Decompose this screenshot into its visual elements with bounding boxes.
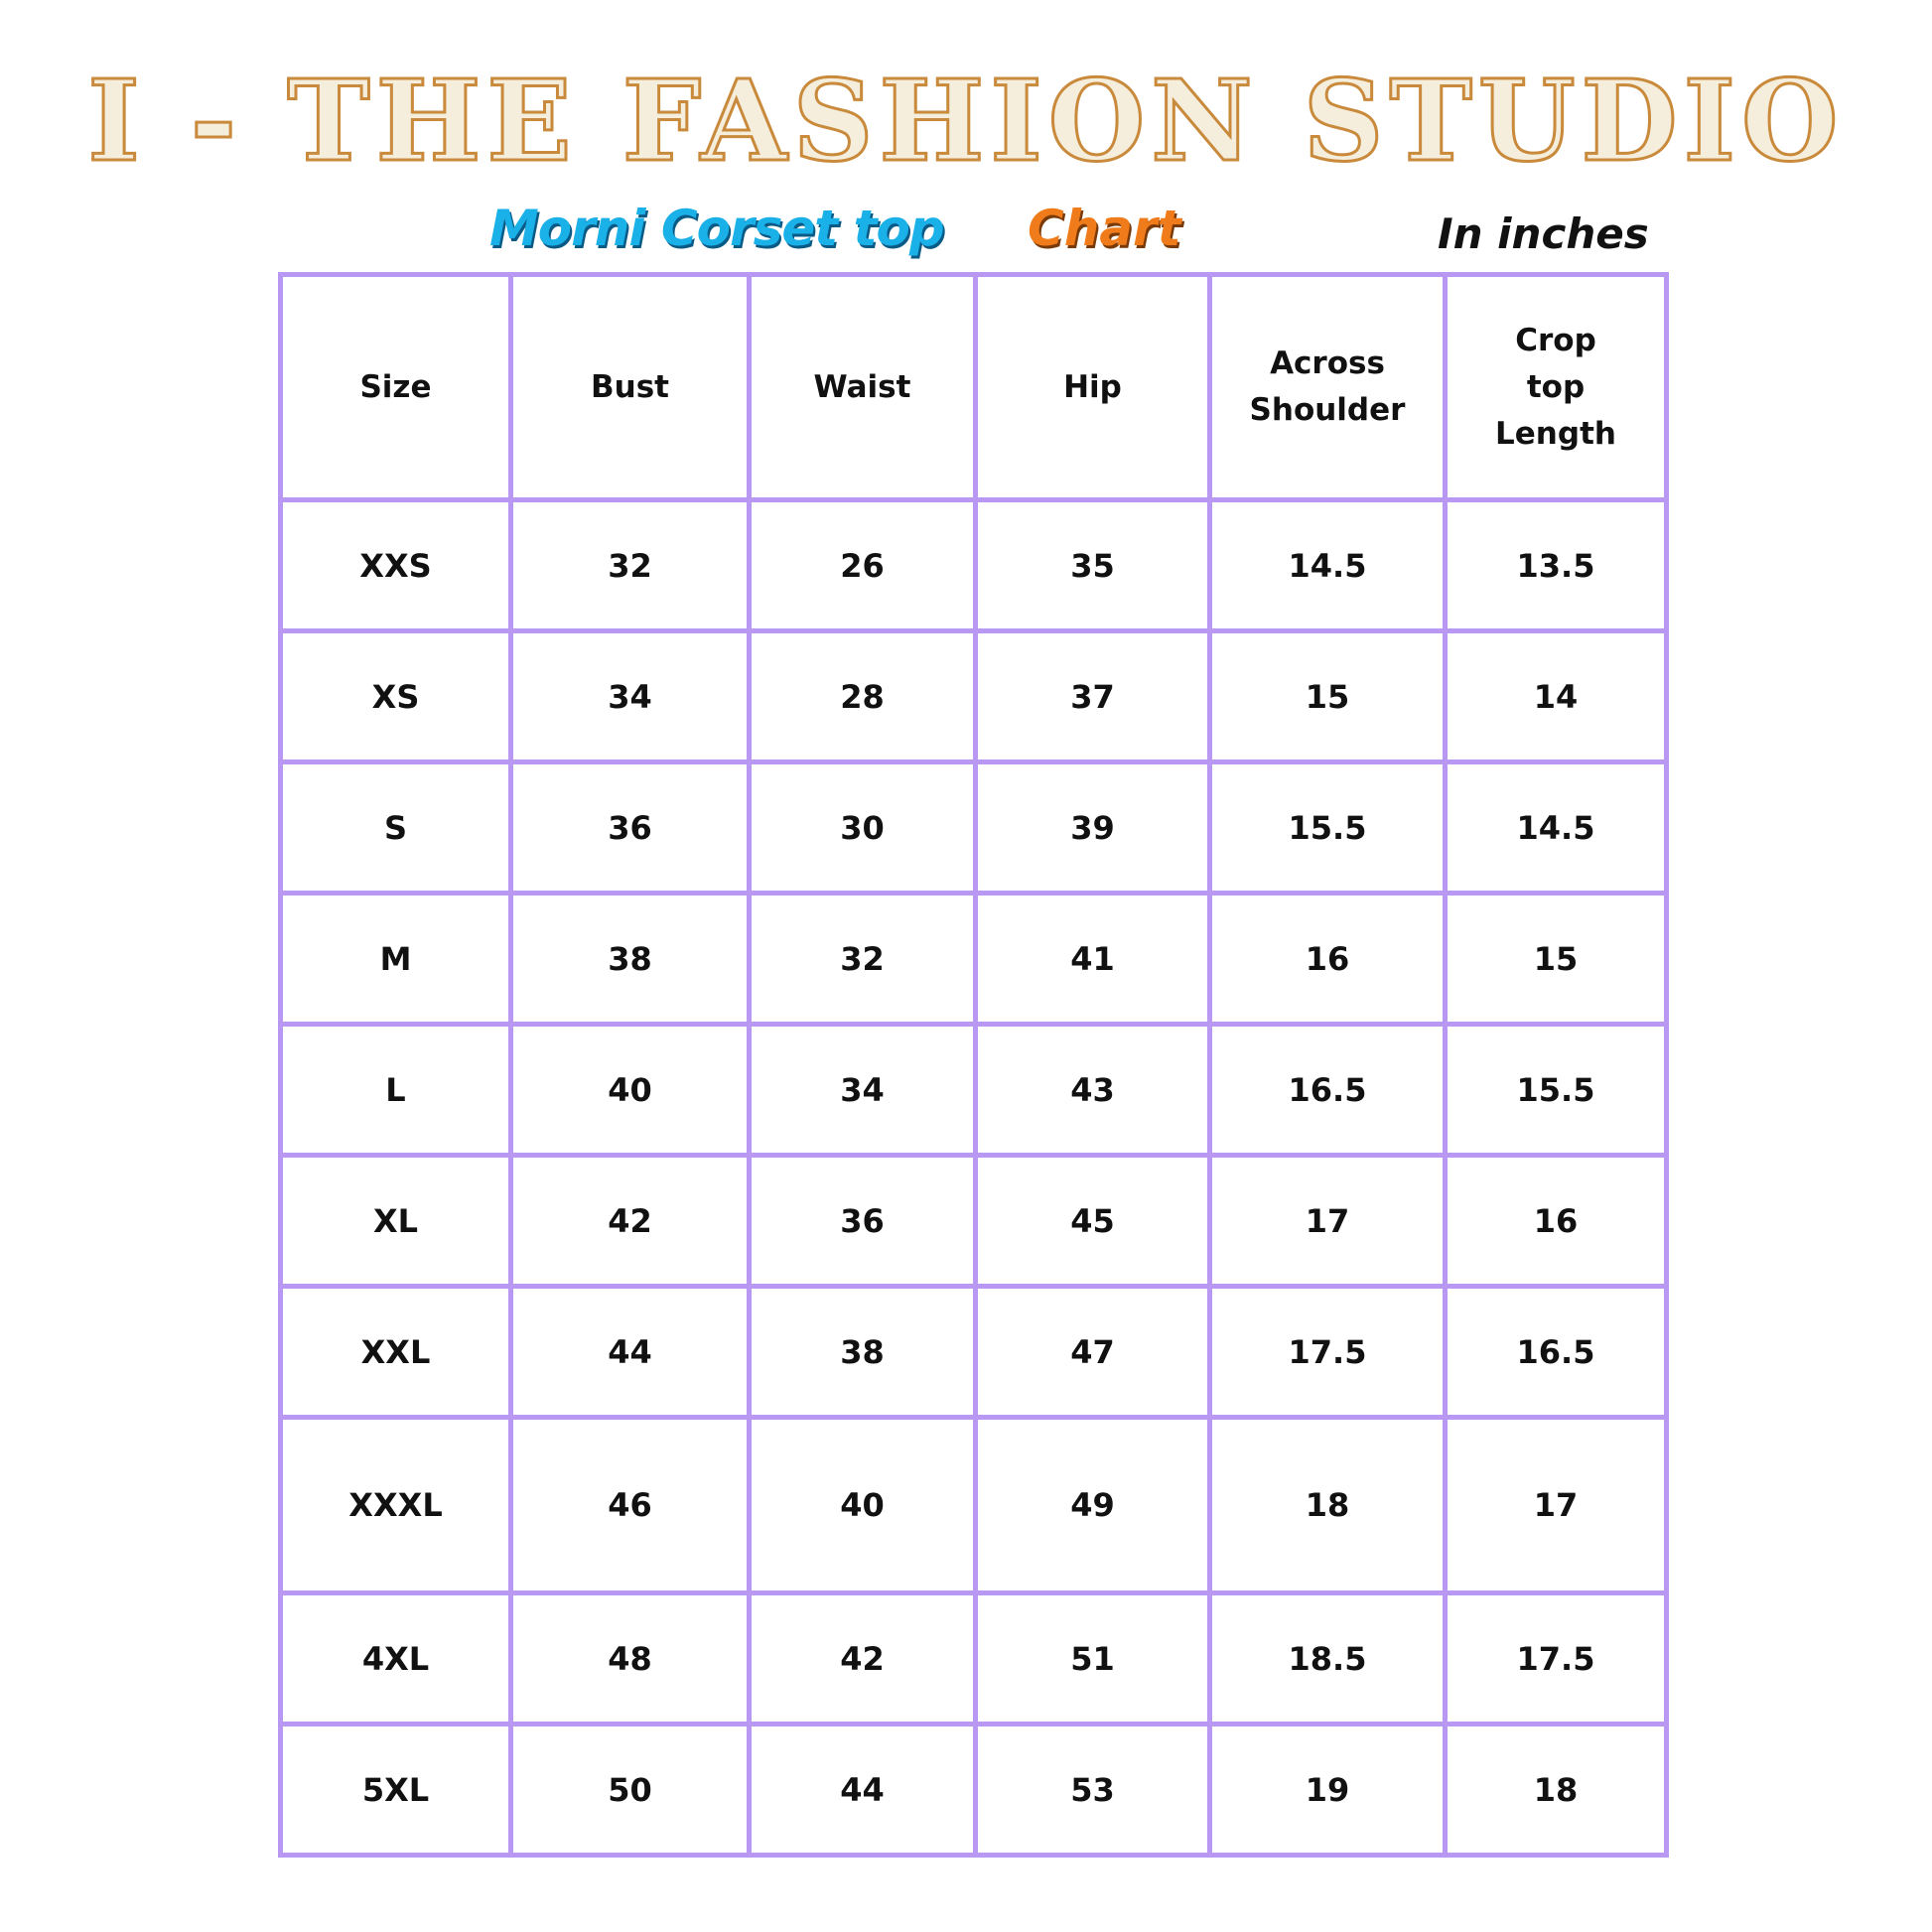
cell-across-shoulder: 14.5: [1210, 500, 1446, 631]
cell-size: 4XL: [281, 1593, 511, 1725]
cell-waist: 42: [750, 1593, 976, 1725]
cell-size: S: [281, 762, 511, 894]
cell-size: L: [281, 1025, 511, 1156]
table-row: [281, 762, 1667, 894]
cell-waist: 28: [750, 631, 976, 762]
cell-across-shoulder: 17: [1210, 1156, 1446, 1287]
cell-crop-top-length: 13.5: [1446, 500, 1667, 631]
table-row: [281, 1418, 1667, 1593]
cell-size: XXS: [281, 500, 511, 631]
header-bust: Bust: [511, 275, 750, 500]
cell-across-shoulder: 18.5: [1210, 1593, 1446, 1725]
cell-waist: 40: [750, 1418, 976, 1593]
cell-crop-top-length: 14: [1446, 631, 1667, 762]
cell-crop-top-length: 16.5: [1446, 1287, 1667, 1418]
cell-crop-top-length: 18: [1446, 1725, 1667, 1856]
table-row: [281, 1287, 1667, 1418]
cell-waist: 36: [750, 1156, 976, 1287]
cell-hip: 39: [976, 762, 1210, 894]
cell-hip: 51: [976, 1593, 1210, 1725]
cell-bust: 34: [511, 631, 750, 762]
unit-label: In inches: [1438, 209, 1649, 258]
cell-hip: 37: [976, 631, 1210, 762]
header-crop-top-length: Crop top Length: [1446, 275, 1667, 500]
cell-size: 5XL: [281, 1725, 511, 1856]
product-name: Morni Corset top: [489, 200, 944, 257]
cell-crop-top-length: 15.5: [1446, 1025, 1667, 1156]
cell-waist: 26: [750, 500, 976, 631]
cell-bust: 46: [511, 1418, 750, 1593]
brand-title: I - THE FASHION STUDIO: [87, 57, 1845, 187]
cell-waist: 32: [750, 894, 976, 1025]
table-row: [281, 1593, 1667, 1725]
cell-bust: 48: [511, 1593, 750, 1725]
cell-across-shoulder: 16: [1210, 894, 1446, 1025]
cell-hip: 53: [976, 1725, 1210, 1856]
cell-across-shoulder: 18: [1210, 1418, 1446, 1593]
cell-crop-top-length: 17: [1446, 1418, 1667, 1593]
header-size: Size: [281, 275, 511, 500]
cell-crop-top-length: 17.5: [1446, 1593, 1667, 1725]
table-row: [281, 500, 1667, 631]
cell-across-shoulder: 16.5: [1210, 1025, 1446, 1156]
header-waist: Waist: [750, 275, 976, 500]
cell-bust: 32: [511, 500, 750, 631]
cell-hip: 41: [976, 894, 1210, 1025]
size-chart-table: [278, 272, 1669, 1858]
cell-bust: 42: [511, 1156, 750, 1287]
table-row: [281, 631, 1667, 762]
cell-across-shoulder: 19: [1210, 1725, 1446, 1856]
chart-label: Chart: [1028, 200, 1181, 257]
header-hip: Hip: [976, 275, 1210, 500]
cell-bust: 44: [511, 1287, 750, 1418]
table-row: [281, 1156, 1667, 1287]
header-row: [281, 275, 1667, 500]
cell-bust: 38: [511, 894, 750, 1025]
header-across-shoulder: Across Shoulder: [1210, 275, 1446, 500]
cell-crop-top-length: 15: [1446, 894, 1667, 1025]
cell-size: XXL: [281, 1287, 511, 1418]
cell-waist: 38: [750, 1287, 976, 1418]
table-row: [281, 894, 1667, 1025]
cell-size: XS: [281, 631, 511, 762]
cell-hip: 35: [976, 500, 1210, 631]
cell-crop-top-length: 14.5: [1446, 762, 1667, 894]
table-row: [281, 1725, 1667, 1856]
table-row: [281, 1025, 1667, 1156]
cell-size: XXXL: [281, 1418, 511, 1593]
cell-bust: 50: [511, 1725, 750, 1856]
cell-across-shoulder: 17.5: [1210, 1287, 1446, 1418]
cell-across-shoulder: 15.5: [1210, 762, 1446, 894]
cell-bust: 40: [511, 1025, 750, 1156]
cell-hip: 43: [976, 1025, 1210, 1156]
cell-bust: 36: [511, 762, 750, 894]
cell-hip: 47: [976, 1287, 1210, 1418]
cell-waist: 30: [750, 762, 976, 894]
cell-across-shoulder: 15: [1210, 631, 1446, 762]
cell-hip: 45: [976, 1156, 1210, 1287]
cell-hip: 49: [976, 1418, 1210, 1593]
cell-waist: 44: [750, 1725, 976, 1856]
cell-size: M: [281, 894, 511, 1025]
cell-crop-top-length: 16: [1446, 1156, 1667, 1287]
cell-size: XL: [281, 1156, 511, 1287]
cell-waist: 34: [750, 1025, 976, 1156]
